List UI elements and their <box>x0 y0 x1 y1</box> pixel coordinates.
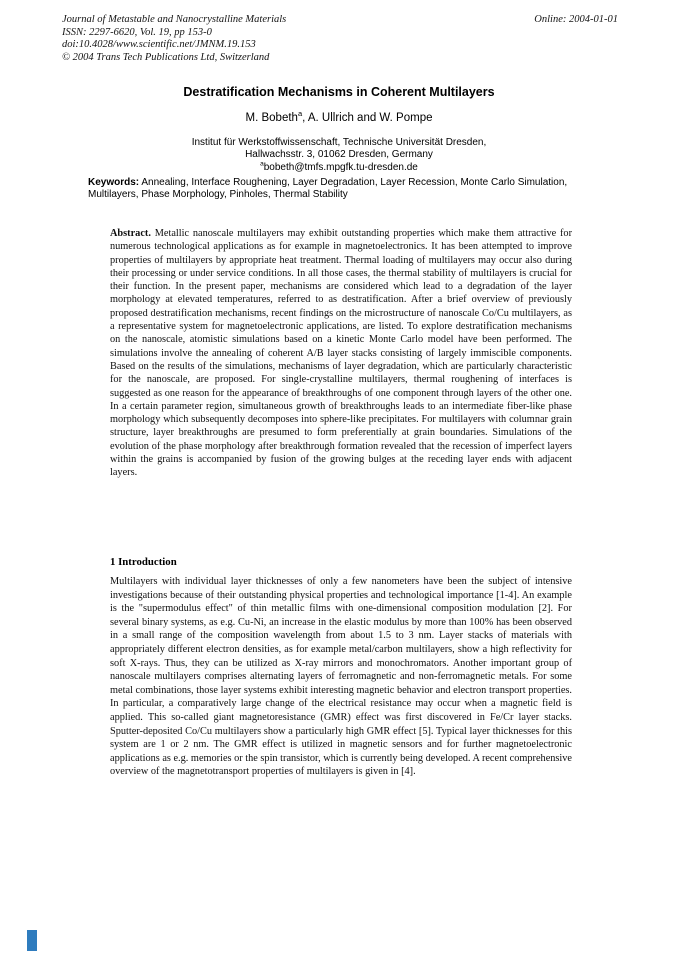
paper-title: Destratification Mechanisms in Coherent Multilayers <box>183 85 495 99</box>
authors-rest: , A. Ullrich and W. Pompe <box>302 112 433 124</box>
affiliation-line1: Institut für Werkstoffwissenschaft, Technische Universität Dresden, <box>191 137 487 148</box>
abstract-label: Abstract. <box>110 228 151 239</box>
scan-edge-marker <box>27 930 37 951</box>
journal-header <box>62 14 618 64</box>
affiliation-line2: Hallwachsstr. 3, 01062 Dresden, Germany <box>245 149 433 160</box>
author-first: M. Bobeth <box>245 112 298 124</box>
email-line <box>0 162 678 173</box>
section-heading-introduction: 1 Introduction <box>110 556 177 568</box>
keywords-block <box>88 177 593 201</box>
introduction-paragraph: Multilayers with individual layer thicknesses of only a few nanometers have been the subject of intensive investigations because of their outstanding physical properties and technological importance [1-4]. An example is the "supermodulus effect" of thin metallic films with one-dimensional composition modulation [2]. For several binary systems, as e.g. Cu-Ni, an increase in the elastic modulus by more than 100% has been observed in a small range of the composition wavelength from about 1.5 to 3 nm. Layer stacks of materials with appropriately different electron densities, as for example metal/carbon multilayers, show a high reflectivity for soft X-rays. Thus, they can be utilized as X-ray mirrors and monochromators. Another important group of nanoscale multilayers comprises alternating layers of ferromagnetic and non-ferromagnetic metals. For some metal combinations, those layer systems exhibit interesting magnetic behavior and electron transport properties. In particular, a comparatively large change of the electrical resistance may occur when a magnetic field is applied. This so-called giant magnetoresistance (GMR) effect was first discovered in Fe/Cr layer stacks. Sputter-deposited Co/Cu multilayers show a particularly high GMR effect [5]. Typical layer thicknesses for this system are 1 or 2 nm. The GMR effect is utilized in magnetic sensors and for further magnetoelectronic applications as e.g. memories or the spin transistor, which is currently being developed. A recent comprehensive overview of the magnetotransport properties of multilayers is given in [4]. <box>110 576 572 778</box>
copyright-line: © 2004 Trans Tech Publications Ltd, Switzerland <box>62 51 270 63</box>
keywords-label: Keywords: <box>88 177 140 188</box>
author-email: bobeth@tmfs.mpgfk.tu-dresden.de <box>263 162 418 173</box>
author-affiliation-mark: a <box>297 109 303 119</box>
email-affiliation-mark: a <box>260 160 264 168</box>
doi-line: doi:10.4028/www.scientific.net/JMNM.19.153 <box>62 39 256 51</box>
online-date: Online: 2004-01-01 <box>534 14 618 25</box>
abstract-block <box>110 227 572 480</box>
keywords-text: Annealing, Interface Roughening, Layer Degradation, Layer Recession, Monte Carlo Simulation, Multilayers, Phase Morphology, Pinholes, Thermal Stability <box>88 177 568 201</box>
abstract-text: Metallic nanoscale multilayers may exhibit outstanding properties which make them attractive for numerous technological applications as for example in magnetoelectronics. It has been attempted to improve properties of multilayers by appropriate heat treatment. Thermal loading of multilayers may occur also during their processing or under service conditions. In all those cases, the thermal stability of multilayers is crucial for their function. In the present paper, mechanisms are considered which lead to a degradation of the layer morphology at elevated temperatures, referred to as destratification. After a brief overview of previously proposed destratification mechanisms, recent findings on the microstructure of nanoscale Co/Cu multilayers, as a representative system for magnetoelectronic applications, are listed. To explore destratification mechanisms on the nanoscale, atomistic simulations based on a kinetic Monte Carlo model have been performed. The simulations involve the annealing of coherent A/B layer stacks consisting of largely immiscible components. Based on the results of the simulations, mechanisms of layer degradation, which are particularly characteristic for the nanoscale, are proposed. For single-crystalline multilayers, thermal roughening of interfaces is suggested as one reason for the appearance of breakthroughs of one component through layers of the other one. In a certain parameter region, simultaneous growth of breakthroughs leads to an intermediate fiber-like phase morphology which subsequently decomposes into sphere-like precipitates. For multilayers with columnar grain structure, layer breakthroughs are presumed to form preferentially at grain boundaries. Simulations of the evolution of the phase morphology after breakthrough formation revealed that the recession of imperfect layers within the grains is accompanied by fusion of the growing bulges at the receding layer ends with adjacent layers. <box>110 228 572 479</box>
issn-volume-line: ISSN: 2297-6620, Vol. 19, pp 153-0 <box>62 26 212 38</box>
affiliation-block <box>0 137 678 161</box>
authors-line <box>0 109 678 124</box>
journal-name: Journal of Metastable and Nanocrystalline Materials <box>62 14 287 25</box>
